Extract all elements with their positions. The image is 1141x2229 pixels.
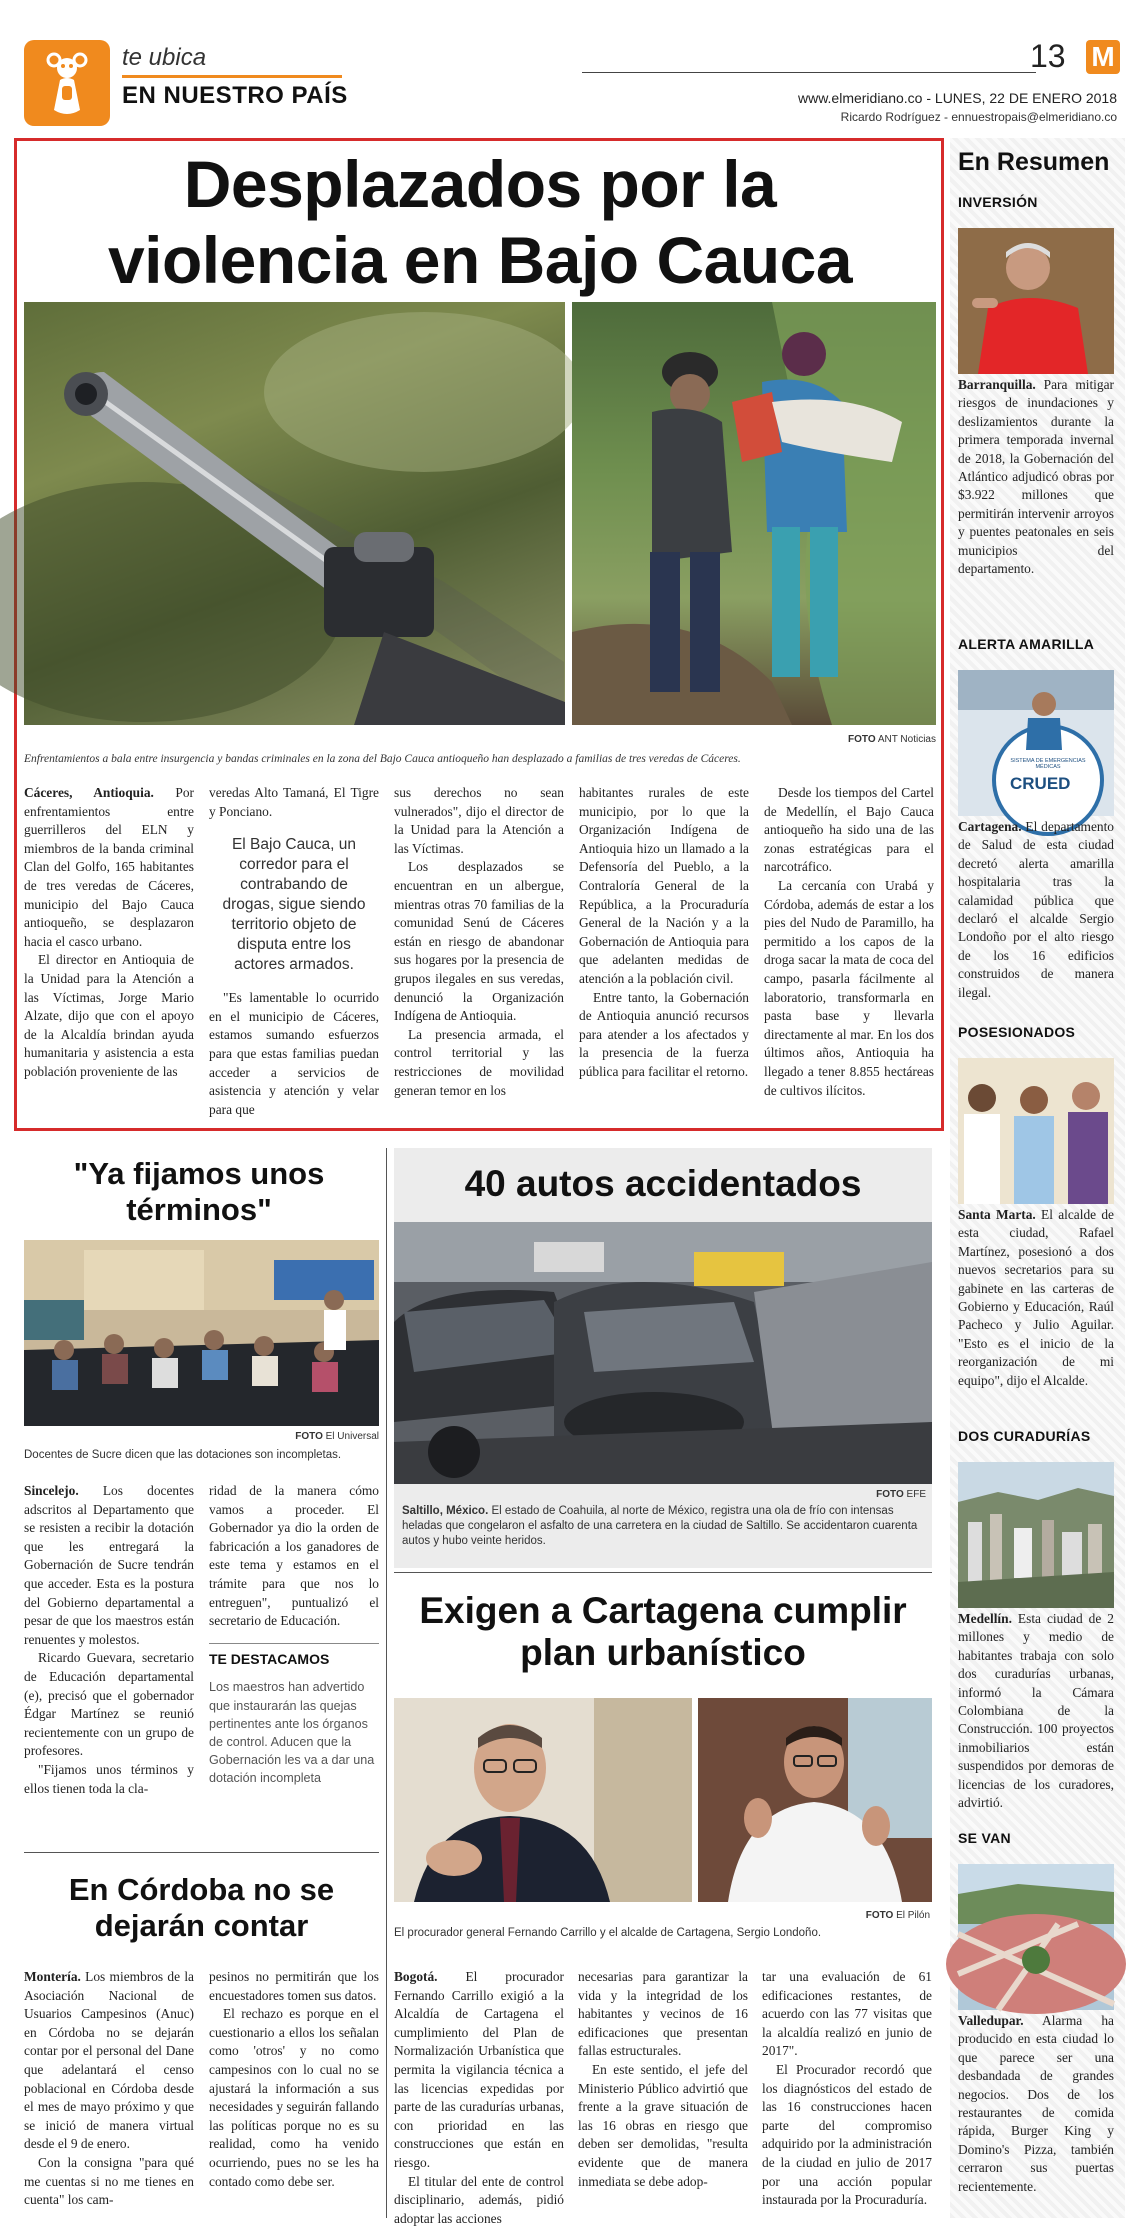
main-dateline: Cáceres, Antioquia. — [24, 785, 154, 800]
main-col-2-p1: veredas Alto Tamaná, El Tigre y Ponciano. — [209, 785, 379, 819]
sidebar-photo-posesionados — [958, 1058, 1114, 1204]
main-col-1-p1: Cáceres, Antioquia. Por enfrentamientos entre guerrilleros del ELN y miembros de la banda criminal Clan del Golfo, 165 habitantes de tres veredas de Cáceres, municipio del Bajo Cauca antioqueño, se desplazaron hacia el casco urbano. — [24, 785, 195, 949]
sidebar-photo-sevan — [958, 1864, 1114, 2010]
crued-sublabel: SISTEMA DE EMERGENCIAS MÉDICAS — [1010, 758, 1086, 770]
autos-headline: 40 autos accidentados — [464, 1163, 862, 1204]
sucre-headline: "Ya fijamos unos términos" — [73, 1156, 325, 1227]
section-name: EN NUESTRO PAÍS — [122, 82, 348, 109]
sidebar-photo-inversion — [958, 228, 1114, 374]
sidebar-text-inversion: Barranquilla. Para mitigar riesgos de inundaciones y deslizamientos durante la primera temporada invernal de 2018, la Gobernación del Atlántico adjudicó obras por $3.922 millones que permitirán intervenir arroyos y puentes peatonales en seis municipios del departamento. — [958, 377, 1114, 577]
publication-logo — [1086, 40, 1120, 74]
cartagena-col-1: Bogotá. El procurador Fernando Carrillo exigió a la Alcaldía de Cartagena el cumplimiento del Plan de Normalización Urbanística que permita la vigilancia técnica a las licencias expedidas por parte de las curadurías urbanas, con prioridad en las construcciones que están en riesgo. El titular del ente de control disciplinario, además, pidió adoptar las acciones — [394, 1968, 564, 2218]
cartagena-col-2 — [578, 1968, 748, 2218]
cordoba-col-1-p2: Con la consigna "para qué me cuentas si no me tienes en cuenta" los cam- — [24, 2154, 194, 2208]
carrillo-photo — [394, 1698, 692, 1902]
header-rule — [582, 72, 1036, 73]
main-col-5 — [764, 784, 934, 1120]
cartagena-credit-label: FOTO — [865, 1910, 894, 1921]
sucre-photo-caption: Docentes de Sucre dicen que las dotaciones son incompletas. — [24, 1449, 342, 1461]
main-col-4-p1: habitantes rurales de este municipio, por lo que la Organización Indígena de Antioquia hizo un llamado a la Defensoría del Pueblo, a la Contraloría General de la República, a la Procuraduría General de la Nación y a la Gobernación de Antioquia para que adelanten medidas de atención a la población civil. — [579, 785, 749, 986]
sucre-credit-source: El Universal — [325, 1431, 379, 1442]
cordoba-dateline: Montería. — [24, 1969, 81, 1984]
main-photo-caption: Enfrentamientos a bala entre insurgencia y bandas criminales en la zona del Bajo Cauca antioqueño han desplazado a familias de tres veredas de Cáceres. — [24, 753, 741, 765]
cartagena-caption: El procurador general Fernando Carrillo y el alcalde de Cartagena, Sergio Londoño. — [394, 1927, 822, 1939]
credit-label: FOTO — [848, 734, 876, 745]
main-col-3-p3: La presencia armada, el control territorial y las restricciones de movilidad generan temor en los — [394, 1026, 564, 1098]
section-rule — [122, 75, 342, 78]
cartagena-rule — [394, 1572, 932, 1573]
cartagena-col-3-p2: El Procurador recordó que los diagnósticos del estado de las 16 construcciones hacen parte del compromiso adquirido por la administración de la ciudad en julio de 2017 por una acción popular instaurada por la Procuraduría. — [762, 2061, 932, 2208]
sucre-dateline: Sincelejo. — [24, 1483, 79, 1498]
rifle-photo — [24, 302, 565, 725]
londono-photo — [698, 1698, 932, 1902]
editor-line: Ricardo Rodríguez - ennuestropais@elmeridiano.co — [840, 110, 1117, 124]
autos-crash-photo — [394, 1222, 932, 1484]
sidebar-dateline-curadurias: Medellín. — [958, 1611, 1012, 1626]
autos-credit-source: EFE — [906, 1489, 926, 1500]
main-photo-credit — [730, 734, 936, 745]
sidebar-dateline-alerta: Cartagena. — [958, 819, 1022, 834]
page-number: 13 — [1030, 38, 1066, 74]
autos-photo-credit — [730, 1489, 926, 1500]
autos-credit-label: FOTO — [876, 1489, 904, 1500]
highlight-text: Los maestros han advertido que instaurarán las quejas pertinentes ante los órganos de control. Aducen que la Gobernación les va a dar una dotación incompleta — [209, 1680, 375, 1786]
cartagena-col-3-p1: tar una evaluación de 61 edificaciones restantes, de acuerdo con las 77 visitas que la alcaldía realizó en junio de 2017". — [762, 1969, 932, 2059]
mascot-icon — [24, 40, 110, 126]
highlight-title: TE DESTACAMOS — [209, 1650, 330, 1667]
cordoba-col-1: Montería. Los miembros de la Asociación Nacional de Usuarios Campesinos (Anuc) en Córdoba no se dejarán contar por el personal del Dane que adelantará el censo poblacional en Córdoba desde el mes de mayo próximo y que se inició de manera virtual desde el 9 de enero. Con la consigna "para qué me cuentas si no me tienes en cuenta" los cam- — [24, 1968, 194, 2218]
cordoba-rule — [24, 1852, 379, 1853]
sidebar-dateline-sevan: Valledupar. — [958, 2013, 1024, 2028]
main-col-4 — [579, 784, 749, 1120]
logo-letter: M — [1091, 41, 1115, 72]
sidebar-head-curadurias: DOS CURADURÍAS — [958, 1428, 1091, 1444]
crued-label: CRUED — [1010, 774, 1071, 793]
highlight-box — [209, 1643, 379, 1788]
cartagena-col-1-p2: El titular del ente de control disciplinario, además, pidió adoptar las acciones — [394, 2173, 564, 2226]
main-col-1-p2: El director en Antioquia de la Unidad para la Atención a las Víctimas, Jorge Mario Alzate, dijo que con el apoyo de la Alcaldía brindan ayuda humanitaria y asistencia a esta población proveniente de las — [24, 952, 194, 1079]
sidebar-dateline-posesionados: Santa Marta. — [958, 1207, 1036, 1222]
sidebar-title: En Resumen — [958, 148, 1110, 176]
main-col-3 — [394, 784, 564, 1120]
sucre-col-1-p2: Ricardo Guevara, secretario de Educación departamental (e), precisó que el gobernador Édgar Martínez se reunió recientemente con un grupo de profesores. — [24, 1650, 194, 1759]
cartagena-dateline: Bogotá. — [394, 1969, 438, 1984]
sidebar-text-sevan: Valledupar. Alarma ha producido en esta ciudad lo que parece ser una desbandada de grandes negocios. Dos de los restaurantes de comida rápida, Burger King y Domino's Pizza, también cerraron sus puertas recientemente. — [958, 2013, 1114, 2194]
main-col-2-p2: "Es lamentable lo ocurrido en el municipio de Cáceres, estamos sumando esfuerzos para que estas familias puedan acceder a servicios de asistencia y atención y velar para que — [209, 990, 379, 1117]
sidebar-head-posesionados: POSESIONADOS — [958, 1024, 1076, 1040]
section-kicker: te ubica — [122, 44, 207, 71]
main-col-5-p1: Desde los tiempos del Cartel de Medellín, el Bajo Cauca antioqueño ha sido una de las zonas estratégicas para el narcotráfico. — [764, 785, 934, 875]
cordoba-col-2-p1: pesinos no permitirán que los encuestadores tomen sus datos. — [209, 1969, 379, 2003]
sidebar-text-curadurias: Medellín. Esta ciudad de 2 millones y medio de habitantes trabaja con solo dos curadurías urbanas, informó la Cámara Colombiana de la Construcción. 100 proyectos inmobiliarios están suspendidos por demoras de licencias de los curadores, advirtió. — [958, 1611, 1114, 1811]
sidebar-head-sevan: SE VAN — [958, 1830, 1011, 1846]
main-headline: Desplazados por la violencia en Bajo Cauca — [107, 147, 853, 297]
sucre-col-1: Sincelejo. Los docentes adscritos al Departamento que se resisten a recibir la dotación que les entregará la Gobernación de Sucre tendrán que acceder. Esta es la postura del Gobierno departamental a pesar de que los maestros están renuentes y molestos. Ricardo Guevara, secretario de Educación departamental (e), precisó que el gobernador Édgar Martínez se reunió recientemente con un grupo de profesores. "Fijamos unos términos y ellos tienen toda la cla- — [24, 1482, 194, 1848]
main-col-3-p2: Los desplazados se encuentran en un albergue, mientras otras 70 familias de la comunidad Senú de Cáceres están en riesgo de abandonar sus hogares por la presencia de grupos ilegales en sus veredas, denunció la Organización Indígena de Antioquia. — [394, 859, 564, 1024]
sucre-col-2-p1: ridad de la manera cómo vamos a proceder. El Gobernador ya dio la orden de fabricación a los ganadores de este tema y estamos en el trámite para que nos lo entreguen", puntualizó el secretario de Educación. — [209, 1483, 379, 1629]
main-pull-quote: El Bajo Cauca, un corredor para el contrabando de drogas, sigue siendo territorio objeto de disputa entre los actores armados. — [222, 836, 366, 974]
cartagena-col-2-p2: En este sentido, el jefe del Ministerio Público advirtió que frente a la grave situación de las 16 obras en riesgo que deben ser demolidas, "resulta evidente que de manera inmediata se debe adop- — [578, 2061, 748, 2189]
sucre-col-1-p3: "Fijamos unos términos y ellos tienen toda la cla- — [24, 1761, 194, 1796]
sucre-meeting-photo — [24, 1240, 379, 1426]
main-col-3-p1: sus derechos no sean vulnerados", dijo el director de la Unidad para la Atención a las Víctimas. — [394, 785, 564, 856]
main-col-5-p2: La cercanía con Urabá y Córdoba, además de estar a los pies del Nudo de Paramillo, ha permitido a los capos de la droga sacar la mata de coca del campo, pasarla fácilmente al laboratorio, transformarla en pasta base y llevarla directamente al mar. En los dos últimos años, Antioquia ha llegado a tener 8.855 hectáreas de cultivos ilícitos. — [764, 877, 934, 1098]
sucre-photo-credit — [200, 1431, 379, 1442]
cartagena-col-2-p1: necesarias para garantizar la vida y la integridad de los habitantes y vecinos de 16 edificaciones que presentan fallas estructurales. — [578, 1969, 748, 2059]
cartagena-headline: Exigen a Cartagena cumplir plan urbanístico — [419, 1590, 907, 1673]
sidebar-dateline-inversion: Barranquilla. — [958, 377, 1036, 392]
sidebar-text-alerta: Cartagena. El departamento de Salud de esta ciudad decretó alerta amarilla hospitalaria tras la calamidad pública que declaró el alcalde Sergio Londoño por el alto riesgo de los 16 edificios construidos de manera ilegal. — [958, 819, 1114, 1000]
sidebar-head-alerta: ALERTA AMARILLA — [958, 636, 1095, 652]
sidebar-text-posesionados: Santa Marta. El alcalde de esta ciudad, Rafael Martínez, posesionó a dos nuevos secretarios para su gabinete en las carteras de Gobierno y Educación, Raúl Pacheco y Julio Aguilar. "Esto es el inicio de la reorganización de mi equipo", dijo el Alcalde. — [958, 1207, 1114, 1388]
sucre-credit-label: FOTO — [295, 1431, 323, 1442]
cordoba-col-2 — [209, 1968, 379, 2218]
main-col-2 — [209, 784, 379, 1120]
credit-source: ANT Noticias — [877, 734, 936, 745]
cordoba-col-2-p2: El rechazo es porque en el cuestionario a ellos los señalan como 'otros' y no como campesinos con lo cual no se ajustará la información a sus necesidades y seguirán fallando las políticas porque no es su realidad, como ha venido ocurriendo, pues no se les ha contado como debe ser. — [209, 2006, 379, 2189]
main-col-1 — [24, 784, 194, 1120]
cartagena-col-3 — [762, 1968, 932, 2218]
displaced-people-photo — [572, 302, 936, 725]
autos-dateline: Saltillo, México. — [402, 1505, 489, 1517]
cartagena-photo-credit — [730, 1910, 930, 1921]
site-date: www.elmeridiano.co - LUNES, 22 DE ENERO 2018 — [797, 90, 1117, 106]
cartagena-credit-source: El Pilón — [896, 1910, 930, 1921]
cordoba-headline: En Córdoba no se dejarán contar — [68, 1872, 335, 1943]
sidebar-photo-alerta — [958, 670, 1114, 816]
section-logo-box — [24, 40, 110, 126]
autos-caption: Saltillo, México. El estado de Coahuila, al norte de México, registra una ola de frío con intensas heladas que congelaron el asfalto de una carretera en la ciudad de Saltillo. Se accidentaron cuarenta autos y hubo veinte heridos. — [402, 1505, 918, 1547]
sidebar-head-inversion: INVERSIÓN — [958, 194, 1038, 210]
sidebar-photo-curadurias — [958, 1462, 1114, 1608]
sucre-col-2 — [209, 1482, 379, 1848]
column-divider — [386, 1148, 387, 2218]
main-col-4-p2: Entre tanto, la Gobernación de Antioquia anunció recursos para atender a los afectados y la presencia de la fuerza pública para facilitar el retorno. — [579, 989, 749, 1079]
